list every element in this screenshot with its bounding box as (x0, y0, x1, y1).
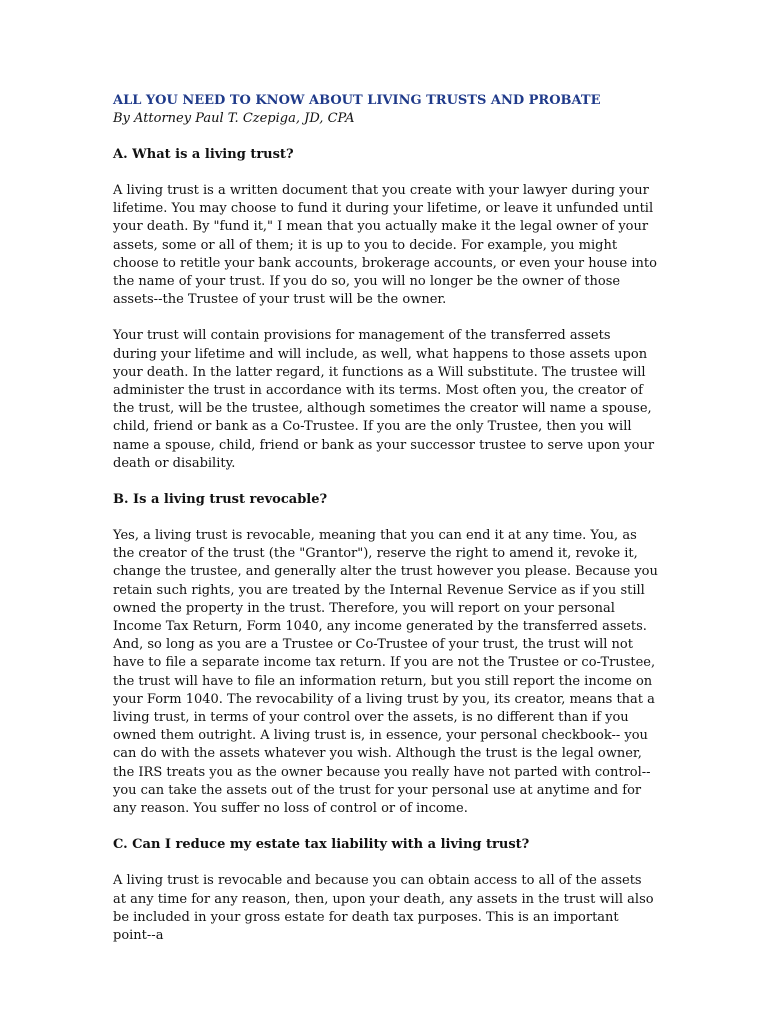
document-byline: By Attorney Paul T. Czepiga, JD, CPA (113, 111, 355, 126)
section-heading: C. Can I reduce my estate tax liability with a living trust? (113, 837, 530, 853)
document-page (113, 92, 658, 963)
section-a (113, 146, 658, 473)
document-title: ALL YOU NEED TO KNOW ABOUT LIVING TRUSTS AND PROBATE (113, 93, 601, 108)
paragraph: Yes, a living trust is revocable, meaning that you can end it at any time. You, as the creator of the trust (the "Grantor"), reserve the right to amend it, revoke it, change the trustee, and generally alter the trust however you please. Because you retain such rights, you are treated by the Internal Revenue Service as if you still owned the property in the trust. Therefore, you will report on your personal Income Tax Return, Form 1040, any income generated by the transferred assets. And, so long as you are a Trustee or Co-Trustee of your trust, the trust will not have to file a separate income tax return. If you are not the Trustee or co-Trustee, the trust will have to file an information return, but you still report the income on your Form 1040. The revocability of a living trust by you, its creator, means that a living trust, in terms of your control over the assets, is no different than if you owned them outright. A living trust is, in essence, your personal checkbook-- you can do with the assets whatever you wish. Although the trust is the legal owner, the IRS treats you as the owner because you really have not parted with control--you can take the assets out of the trust for your personal use at anytime and for any reason. You suffer no loss of control or of income. (113, 528, 658, 817)
paragraph: A living trust is a written document that you create with your lawyer during your lifetime. You may choose to fund it during your lifetime, or leave it unfunded until your death. By "fund it," I mean that you actually make it the legal owner of your assets, some or all of them; it is up to you to decide. For example, you might choose to retitle your bank accounts, brokerage accounts, or even your house into the name of your trust. If you do so, you will no longer be the owner of those assets--the Trustee of your trust will be the owner. (113, 183, 657, 308)
paragraph: A living trust is revocable and because you can obtain access to all of the assets at any time for any reason, then, upon your death, any assets in the trust will also be included in your gross estate for death tax purposes. This is an important point--a (113, 873, 654, 943)
section-heading: B. Is a living trust revocable? (113, 492, 328, 508)
paragraph: Your trust will contain provisions for management of the transferred assets during your lifetime and will include, as well, what happens to those assets upon your death. In the latter regard, it functions as a Will substitute. The trustee will administer the trust in accordance with its terms. Most often you, the creator of the trust, will be the trustee, although sometimes the creator will name a spouse, child, friend or bank as a Co-Trustee. If you are the only Trustee, then you will name a spouse, child, friend or bank as your successor trustee to serve upon your death or disability. (113, 328, 655, 471)
section-heading: A. What is a living trust? (113, 147, 294, 162)
section-c (113, 836, 658, 945)
section-b (113, 491, 658, 818)
